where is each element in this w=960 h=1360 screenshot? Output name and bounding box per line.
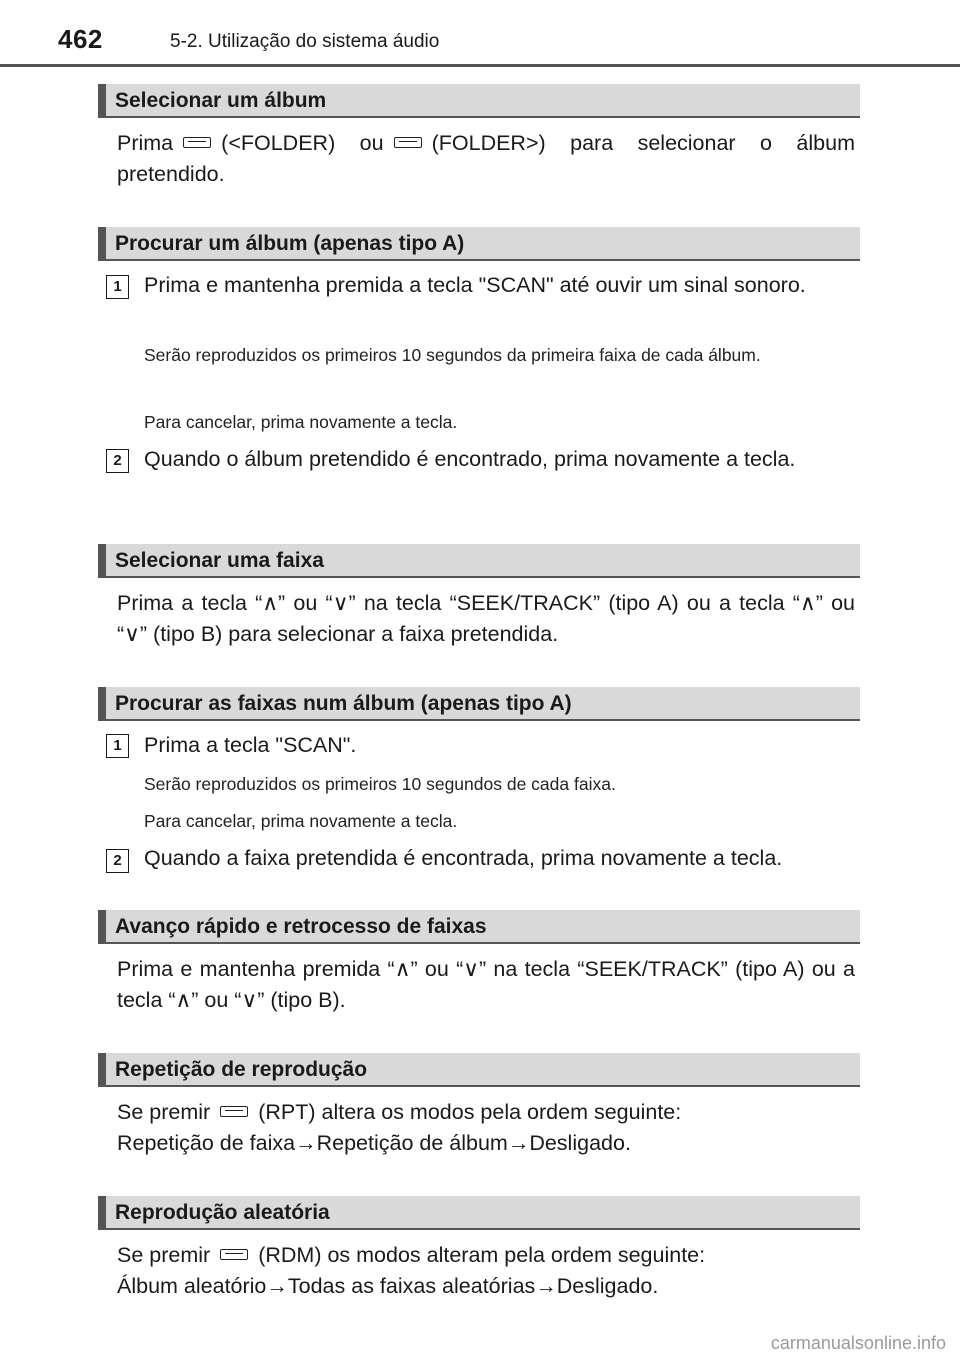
section-heading: Reprodução aleatória xyxy=(98,1196,860,1230)
section-body xyxy=(117,1240,855,1302)
section-heading: Procurar um álbum (apenas tipo A) xyxy=(98,227,860,261)
step-number: 2 xyxy=(106,449,129,473)
page-header xyxy=(0,0,960,70)
body-text: Prima xyxy=(117,131,174,155)
body-text: Repetição de faixa→Repetição de álbum→Desligado. xyxy=(117,1131,631,1155)
step-note: Serão reproduzidos os primeiros 10 segundos da primeira faixa de cada álbum. xyxy=(144,345,761,365)
header-divider xyxy=(0,64,960,67)
chapter-title: 5-2. Utilização do sistema áudio xyxy=(170,31,440,52)
step-text: Prima e mantenha premida a tecla "SCAN" até ouvir um sinal sonoro. xyxy=(144,273,806,297)
body-text: Se premir xyxy=(117,1243,211,1267)
step-number: 2 xyxy=(106,849,129,873)
watermark: carmanualsonline.info xyxy=(770,1333,946,1353)
step-text: Quando a faixa pretendida é encontrada, prima novamente a tecla. xyxy=(144,846,783,870)
section-body: Prima e mantenha premida “∧” ou “∨” na tecla “SEEK/TRACK” (tipo A) ou a tecla “∧” ou “∨” (tipo B). xyxy=(117,957,855,1012)
step-note: Serão reproduzidos os primeiros 10 segundos de cada faixa. xyxy=(144,774,616,794)
section-body: Prima a tecla “∧” ou “∨” na tecla “SEEK/TRACK” (tipo A) ou a tecla “∧” ou “∨” (tipo B) para selecionar a faixa pretendida. xyxy=(117,591,855,646)
button-icon xyxy=(183,137,211,148)
button-icon xyxy=(394,137,422,148)
body-text: (<FOLDER) ou xyxy=(221,131,384,155)
body-text: (RPT) altera os modos pela ordem seguinte: xyxy=(258,1100,682,1124)
step-text: Quando o álbum pretendido é encontrado, prima novamente a tecla. xyxy=(144,447,796,471)
section-heading: Avanço rápido e retrocesso de faixas xyxy=(98,910,860,944)
section-heading: Procurar as faixas num álbum (apenas tipo A) xyxy=(98,687,860,721)
step-number: 1 xyxy=(106,734,129,758)
step-note: Para cancelar, prima novamente a tecla. xyxy=(144,811,458,831)
section-heading: Repetição de reprodução xyxy=(98,1053,860,1087)
body-text: (FOLDER>) para selecionar o álbum pretendido. xyxy=(117,131,855,186)
section-heading: Selecionar uma faixa xyxy=(98,544,860,578)
step-text: Prima a tecla "SCAN". xyxy=(144,733,357,757)
step-number: 1 xyxy=(106,275,129,299)
button-icon xyxy=(220,1106,248,1117)
button-icon xyxy=(220,1249,248,1260)
section-body xyxy=(117,128,855,190)
body-text: (RDM) os modos alteram pela ordem seguinte: xyxy=(258,1243,706,1267)
body-text: Se premir xyxy=(117,1100,211,1124)
step-note: Para cancelar, prima novamente a tecla. xyxy=(144,412,458,432)
body-text: Álbum aleatório→Todas as faixas aleatórias→Desligado. xyxy=(117,1274,659,1298)
section-body xyxy=(117,1097,855,1159)
page-number: 462 xyxy=(58,24,103,54)
section-heading: Selecionar um álbum xyxy=(98,84,860,118)
